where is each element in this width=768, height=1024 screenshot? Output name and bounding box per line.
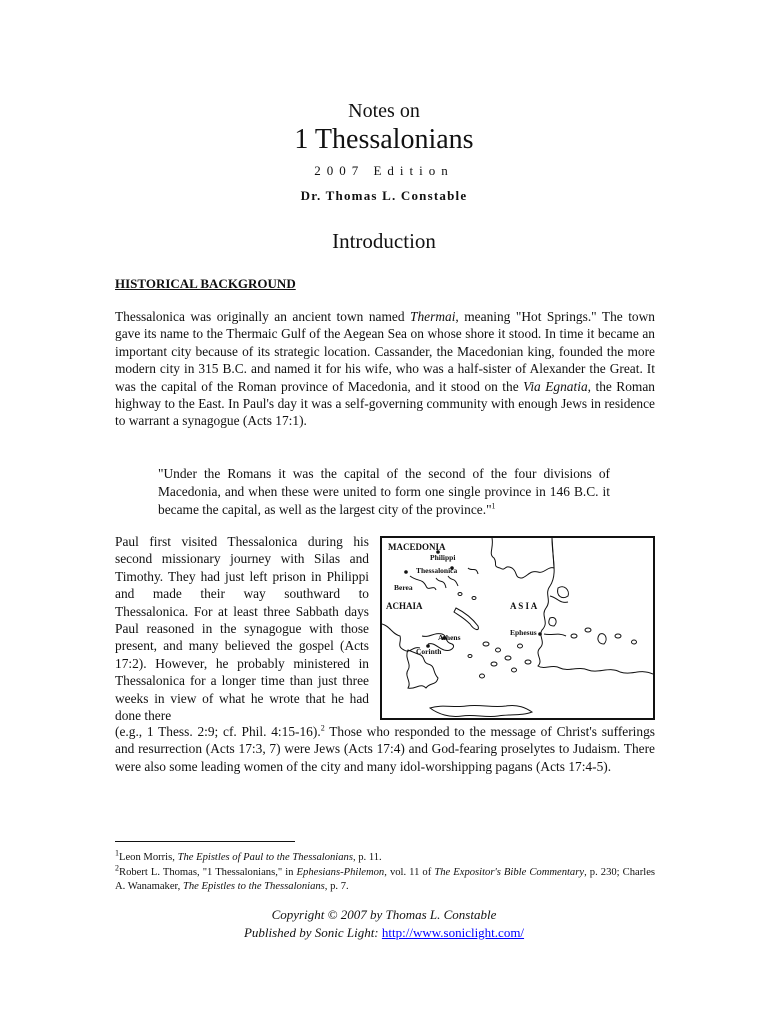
book-title: 1 Thessalonians [294, 124, 474, 155]
map-figure [380, 536, 655, 720]
map-label-ephesus: Ephesus [510, 628, 537, 637]
copyright-line: Copyright © 2007 by Thomas L. Constable [271, 907, 497, 922]
aegean-map [382, 538, 653, 718]
paragraph-historical-1: Thessalonica was originally an ancient town named Thermai, meaning "Hot Springs." The town gave its name to the Thermaic Gulf of the Aegean Sea on whose shore it stood. In time it became an important city because of its strategic location. Cassander, the Macedonian king, founded the more modern city in 315 B.C. and named it for his wife, who was a half-sister of Alexander the Great. It was the capital of the Roman province of Macedonia, and it stood on the Via Egnatia, the Roman highway to the East. In Paul's day it was a self-governing community with enough Jews in residence to warrant a synagogue (Acts 17:1). [115, 309, 655, 429]
paragraph-paul-visit-wrapped: Paul first visited Thessalonica during his second missionary journey with Silas and Timothy. They had just left prison in Philippi and made their way southward to Thessalonica. For at least three Sabbath days Paul reasoned in the synagogue with those present, and many believed the gospel (Acts 17:2). However, he probably ministered in Thessalonica for a longer time than just three weeks in view of what he wrote that he had done there [115, 534, 369, 724]
term-via-egnatia: Via Egnatia [523, 378, 588, 394]
footnote-divider [115, 841, 295, 842]
paragraph-paul-visit-continued: (e.g., 1 Thess. 2:9; cf. Phil. 4:15-16).$^2$ Those who responded to the message of Christ's sufferings and resurrection (Acts 17:3, 7) were Jews (Acts 17:4) and God-fearing proselytes to Judaism. There were also some leading women of the city and many idol-worshipping pagans (Acts 17:4-5). [115, 723, 656, 774]
publisher-line: Published by Sonic Light: http://www.soniclight.com/ [243, 925, 525, 940]
map-label-berea: Berea [394, 583, 413, 592]
map-label-athens: Athens [438, 633, 461, 642]
footnote-1: $^1$Leon Morris, The Epistles of Paul to the Thessalonians, p. 11. [115, 848, 382, 863]
block-quote: "Under the Romans it was the capital of the second of the four divisions of Macedonia, and when these were united to form one single province in 146 B.C. it became the capital, as well as the largest city of the province."$^1$ [158, 466, 610, 517]
map-label-asia: A S I A [510, 601, 538, 611]
author-line: Dr. Thomas L. Constable [300, 188, 468, 203]
section-heading: HISTORICAL BACKGROUND [115, 276, 296, 291]
publisher-link[interactable]: http://www.soniclight.com/ [381, 925, 525, 940]
notes-on-heading: Notes on [348, 100, 420, 122]
footnote-ref-1[interactable]: 1 [491, 501, 496, 511]
map-label-philippi: Philippi [430, 553, 456, 562]
map-label-achaia: ACHAIA [386, 601, 423, 611]
map-label-thessalonica: Thessalonica [416, 566, 458, 575]
map-label-corinth: Corinth [416, 647, 442, 656]
footnote-2: $^2$Robert L. Thomas, "1 Thessalonians," in Ephesians-Philemon, vol. 11 of The Expositor's Bible Commentary, p. 230; Charles A. Wanamaker, The Epistles to the Thessalonians, p. 7. [115, 863, 656, 892]
introduction-heading: Introduction [332, 229, 436, 253]
edition-line: 2007 Edition [314, 163, 454, 178]
term-thermai: Thermai [410, 309, 456, 324]
map-label-macedonia: MACEDONIA [388, 542, 446, 552]
footnote-ref-2[interactable]: 2 [320, 723, 325, 733]
